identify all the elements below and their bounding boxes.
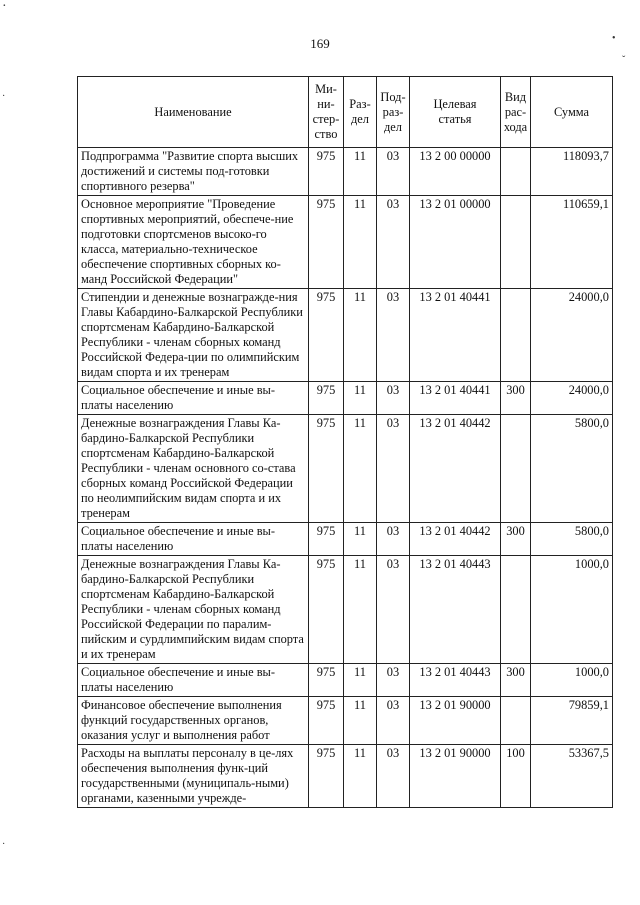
cell-target-article: 13 2 01 40441 — [410, 289, 501, 382]
cell-subsection: 03 — [377, 745, 410, 808]
header-target-article — [410, 77, 501, 148]
cell-target-article: 13 2 00 00000 — [410, 148, 501, 196]
scan-artifact-mark: ˇ — [622, 55, 626, 66]
cell-ministry: 975 — [309, 196, 344, 289]
cell-ministry: 975 — [309, 664, 344, 697]
cell-ministry: 975 — [309, 382, 344, 415]
cell-name: Социальное обеспечение и иные вы-платы населению — [78, 382, 309, 415]
cell-target-article: 13 2 01 40443 — [410, 556, 501, 664]
header-subsection — [377, 77, 410, 148]
table-row — [78, 196, 613, 289]
cell-section: 11 — [344, 523, 377, 556]
cell-name: Социальное обеспечение и иные вы-платы населению — [78, 523, 309, 556]
cell-ministry: 975 — [309, 148, 344, 196]
cell-name: Расходы на выплаты персоналу в це-лях обеспечения выполнения функ-ций государственными (муниципаль-ными) органами, казенными учрежде- — [78, 745, 309, 808]
cell-section: 11 — [344, 556, 377, 664]
cell-section: 11 — [344, 289, 377, 382]
cell-expense-type: 300 — [501, 382, 531, 415]
table-header-row — [78, 77, 613, 148]
header-target-article-text: Целевая статья — [433, 97, 477, 126]
cell-ministry: 975 — [309, 289, 344, 382]
table-row — [78, 382, 613, 415]
cell-amount: 24000,0 — [531, 289, 613, 382]
cell-subsection: 03 — [377, 556, 410, 664]
cell-subsection: 03 — [377, 415, 410, 523]
cell-expense-type — [501, 148, 531, 196]
header-expense-type — [501, 77, 531, 148]
cell-amount: 24000,0 — [531, 382, 613, 415]
cell-name: Финансовое обеспечение выполнения функций государственных органов, оказания услуг и выполнения работ — [78, 697, 309, 745]
table-row — [78, 697, 613, 745]
cell-amount: 110659,1 — [531, 196, 613, 289]
cell-ministry: 975 — [309, 556, 344, 664]
cell-subsection: 03 — [377, 697, 410, 745]
header-name: Наименование — [78, 77, 309, 148]
cell-ministry: 975 — [309, 697, 344, 745]
table-row — [78, 289, 613, 382]
scan-artifact-mark: • — [612, 33, 616, 44]
cell-ministry: 975 — [309, 523, 344, 556]
cell-target-article: 13 2 01 90000 — [410, 745, 501, 808]
table-row — [78, 664, 613, 697]
cell-amount: 5800,0 — [531, 523, 613, 556]
scan-artifact-mark: · — [2, 0, 7, 14]
cell-section: 11 — [344, 415, 377, 523]
table-row — [78, 556, 613, 664]
cell-amount: 1000,0 — [531, 664, 613, 697]
cell-amount: 53367,5 — [531, 745, 613, 808]
cell-name: Основное мероприятие "Проведение спортивных мероприятий, обеспече-ние подготовки спортсменов высоко-го класса, материально-техническое обеспечение спортивных сборных ко-манд Российской Федерации" — [78, 196, 309, 289]
cell-subsection: 03 — [377, 664, 410, 697]
table-row — [78, 745, 613, 808]
cell-name: Денежные вознаграждения Главы Ка-бардино-Балкарской Республики спортсменам Кабардино-Балкарской Республики - членам сборных команд Российской Федерации по паралим-пийским и сурдлимпийским видам спорта и их тренерам — [78, 556, 309, 664]
header-subsection-text: Под- раз- дел — [380, 89, 406, 134]
cell-section: 11 — [344, 697, 377, 745]
header-section-text: Раз- дел — [349, 97, 371, 126]
cell-subsection: 03 — [377, 523, 410, 556]
cell-expense-type: 100 — [501, 745, 531, 808]
header-ministry-text: Ми- ни- стер- ство — [312, 82, 340, 141]
cell-subsection: 03 — [377, 382, 410, 415]
cell-expense-type — [501, 556, 531, 664]
table-row — [78, 148, 613, 196]
cell-name: Подпрограмма "Развитие спорта высших достижений и системы под-готовки спортивного резерва" — [78, 148, 309, 196]
page-number: 169 — [310, 36, 330, 51]
cell-expense-type: 300 — [501, 523, 531, 556]
cell-amount: 5800,0 — [531, 415, 613, 523]
cell-name: Социальное обеспечение и иные вы-платы населению — [78, 664, 309, 697]
cell-section: 11 — [344, 745, 377, 808]
cell-section: 11 — [344, 148, 377, 196]
cell-name: Денежные вознаграждения Главы Ка-бардино-Балкарской Республики спортсменам Кабардино-Балкарской Республики - членам основного со-става сборных команд Российской Федерации по неолимпийским видам спорта и их тренерам — [78, 415, 309, 523]
header-section — [344, 77, 377, 148]
cell-expense-type — [501, 196, 531, 289]
cell-expense-type — [501, 415, 531, 523]
cell-target-article: 13 2 01 40442 — [410, 523, 501, 556]
cell-subsection: 03 — [377, 148, 410, 196]
cell-amount: 118093,7 — [531, 148, 613, 196]
cell-expense-type — [501, 697, 531, 745]
cell-target-article: 13 2 01 00000 — [410, 196, 501, 289]
cell-subsection: 03 — [377, 289, 410, 382]
header-expense-type-text: Вид рас- хода — [503, 89, 528, 134]
table-row — [78, 523, 613, 556]
cell-expense-type — [501, 289, 531, 382]
header-amount: Сумма — [531, 77, 613, 148]
header-ministry — [309, 77, 344, 148]
cell-section: 11 — [344, 196, 377, 289]
cell-amount: 1000,0 — [531, 556, 613, 664]
cell-target-article: 13 2 01 90000 — [410, 697, 501, 745]
cell-target-article: 13 2 01 40443 — [410, 664, 501, 697]
cell-section: 11 — [344, 664, 377, 697]
cell-expense-type: 300 — [501, 664, 531, 697]
scan-artifact-mark: · — [2, 839, 6, 850]
scan-artifact-mark: · — [2, 91, 6, 102]
cell-name: Стипендии и денежные вознагражде-ния Главы Кабардино-Балкарской Республики спортсменам Кабардино-Балкарской Республики - членам сборных команд Российской Федера-ции по олимпийским видам спорта и их тренерам — [78, 289, 309, 382]
cell-amount: 79859,1 — [531, 697, 613, 745]
cell-ministry: 975 — [309, 745, 344, 808]
cell-target-article: 13 2 01 40441 — [410, 382, 501, 415]
cell-section: 11 — [344, 382, 377, 415]
table-row — [78, 415, 613, 523]
cell-ministry: 975 — [309, 415, 344, 523]
budget-table — [77, 76, 613, 808]
cell-target-article: 13 2 01 40442 — [410, 415, 501, 523]
cell-subsection: 03 — [377, 196, 410, 289]
